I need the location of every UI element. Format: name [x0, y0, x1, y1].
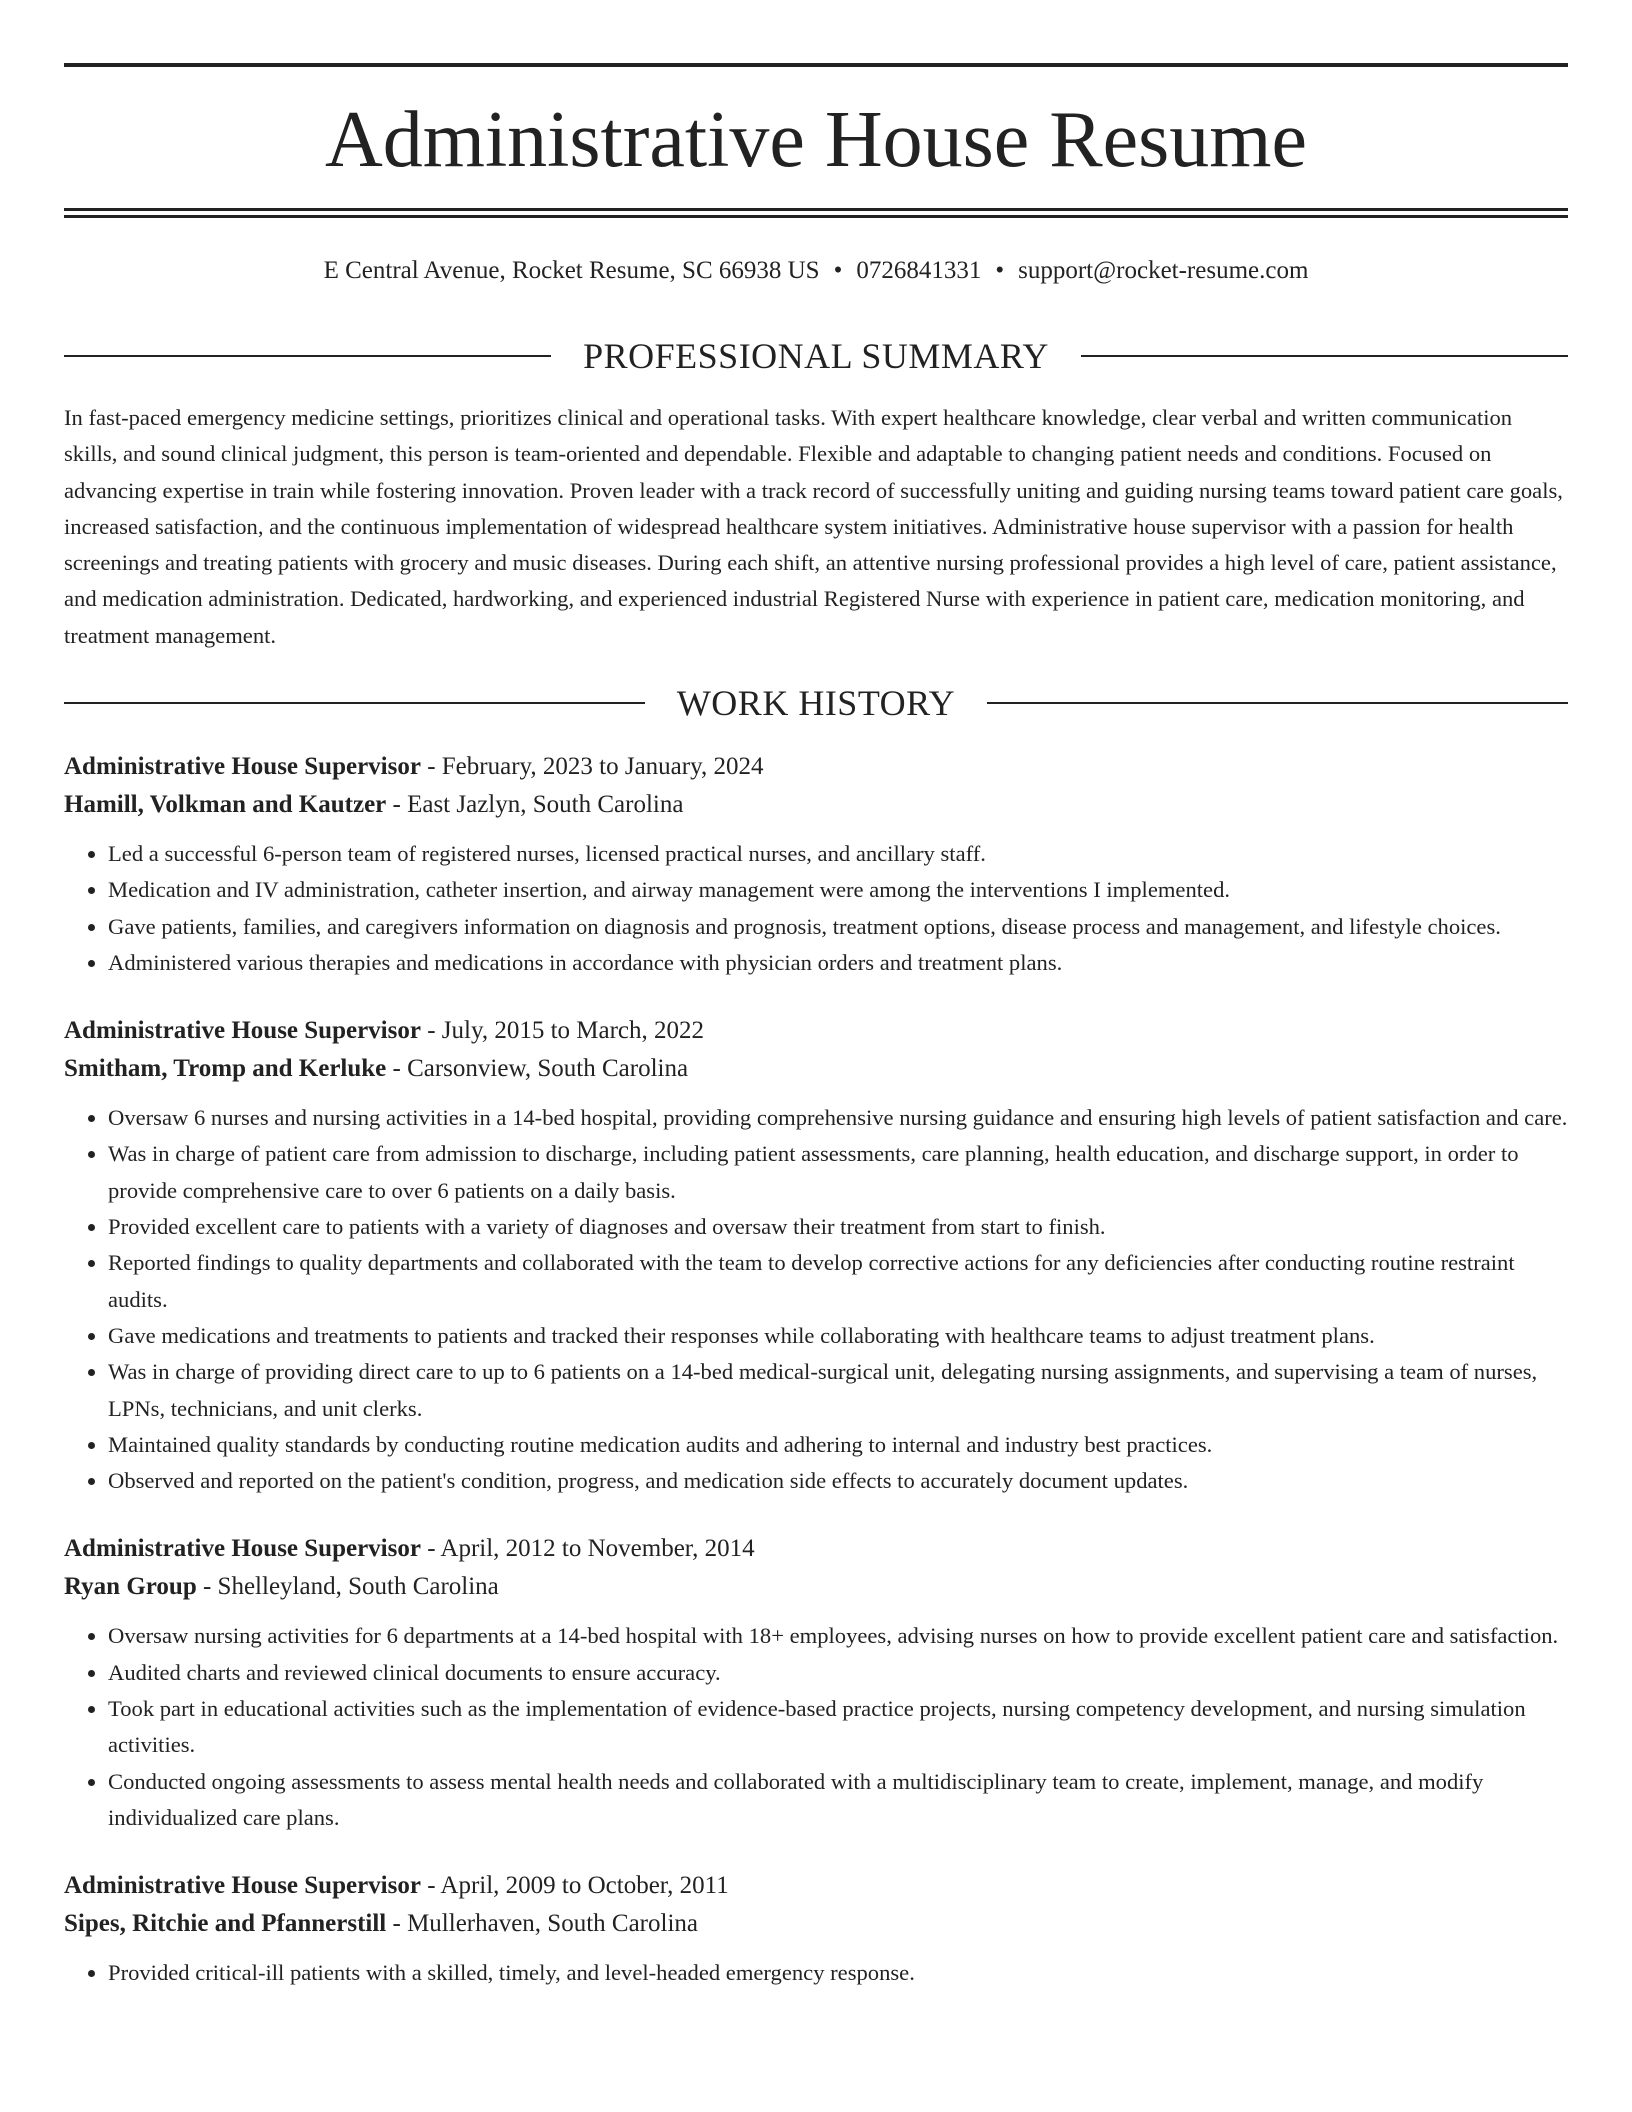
- job-location: - Carsonview, South Carolina: [386, 1055, 689, 1083]
- job-title: Administrative House Supervisor: [64, 1535, 421, 1563]
- heading-rule-left: [64, 355, 551, 357]
- job-entry: [64, 1012, 1568, 1499]
- job-title: Administrative House Supervisor: [64, 1872, 421, 1900]
- job-location: - East Jazlyn, South Carolina: [386, 791, 684, 818]
- job-entry: [64, 1530, 1568, 1836]
- job-bullet: • Conducted ongoing assessments to assess mental health needs and collaborated with a multidisciplinary team to create, implement, manage, and modify individualized care plans.: [108, 1764, 1568, 1837]
- job-location: - Shelleyland, South Carolina: [196, 1573, 499, 1601]
- job-bullet: • Administered various therapies and medications in accordance with physician orders and treatment plans.: [108, 945, 1568, 981]
- contact-separator: •: [995, 257, 1005, 284]
- job-company-line: [64, 786, 1568, 824]
- job-dates: - April, 2009 to October, 2011: [420, 1872, 729, 1900]
- job-company: Ryan Group: [64, 1573, 197, 1601]
- job-title-line: [64, 1012, 1568, 1050]
- job-dates: - February, 2023 to January, 2024: [420, 753, 764, 780]
- job-bullets: [64, 836, 1568, 981]
- heading-rule-right: [1081, 355, 1568, 357]
- summary-section-heading: [64, 334, 1568, 378]
- contact-phone: 0726841331: [856, 257, 982, 284]
- job-bullet: • Gave medications and treatments to patients and tracked their responses while collaborating with healthcare teams to adjust treatment plans.: [108, 1318, 1568, 1354]
- job-company-line: [64, 1050, 1568, 1088]
- job-bullet: • Provided excellent care to patients with a variety of diagnoses and oversaw their treatment from start to finish.: [108, 1209, 1568, 1245]
- work-section-heading: [64, 681, 1568, 725]
- job-title: Administrative House Supervisor: [64, 1017, 421, 1045]
- job-company: Hamill, Volkman and Kautzer: [64, 791, 387, 818]
- job-title-line: [64, 1867, 1568, 1905]
- job-bullet: • Was in charge of patient care from admission to discharge, including patient assessments, care planning, health education, and discharge support, in order to provide comprehensive care to over 6 patients on a daily basis.: [108, 1136, 1568, 1209]
- job-bullets: [64, 1618, 1568, 1836]
- job-bullet: • Audited charts and reviewed clinical documents to ensure accuracy.: [108, 1655, 1568, 1691]
- job-location: - Mullerhaven, South Carolina: [386, 1910, 698, 1938]
- resume-title: Administrative House Resume: [324, 96, 1308, 184]
- heading-rule-left: [64, 702, 645, 704]
- job-bullet: • Observed and reported on the patient's condition, progress, and medication side effects to accurately document updates.: [108, 1463, 1568, 1499]
- job-bullet: • Led a successful 6-person team of registered nurses, licensed practical nurses, and ancillary staff.: [108, 836, 1568, 872]
- job-bullets: [64, 1955, 1568, 1991]
- job-bullet: • Maintained quality standards by conducting routine medication audits and adhering to internal and industry best practices.: [108, 1427, 1568, 1463]
- work-history-list: [64, 748, 1568, 2023]
- heading-rule-right: [987, 702, 1568, 704]
- contact-line: [64, 255, 1568, 287]
- header-top-rule: [64, 63, 1568, 67]
- job-bullet: • Took part in educational activities such as the implementation of evidence-based practice projects, nursing competency development, and nursing simulation activities.: [108, 1691, 1568, 1764]
- work-heading-text: WORK HISTORY: [676, 683, 956, 723]
- contact-address: E Central Avenue, Rocket Resume, SC 66938 US: [323, 257, 820, 284]
- summary-heading-text: PROFESSIONAL SUMMARY: [583, 336, 1049, 376]
- job-title-line: [64, 748, 1568, 786]
- job-bullet: • Oversaw 6 nurses and nursing activities in a 14-bed hospital, providing comprehensive nursing guidance and ensuring high levels of patient satisfaction and care.: [108, 1100, 1568, 1136]
- job-bullet: • Gave patients, families, and caregivers information on diagnosis and prognosis, treatment options, disease process and management, and lifestyle choices.: [108, 909, 1568, 945]
- job-entry: [64, 748, 1568, 981]
- job-bullet: • Medication and IV administration, catheter insertion, and airway management were among the interventions I implemented.: [108, 872, 1568, 908]
- job-bullets: [64, 1100, 1568, 1499]
- job-dates: - July, 2015 to March, 2022: [420, 1017, 705, 1045]
- contact-separator: •: [833, 257, 843, 284]
- job-bullet: • Was in charge of providing direct care to up to 6 patients on a 14-bed medical-surgical unit, delegating nursing assignments, and supervising a team of nurses, LPNs, technicians, and unit clerks.: [108, 1354, 1568, 1427]
- job-entry: [64, 1867, 1568, 1991]
- job-title: Administrative House Supervisor: [64, 753, 421, 780]
- header-double-rule: [64, 208, 1568, 218]
- job-company-line: [64, 1905, 1568, 1943]
- job-bullet: • Provided critical-ill patients with a skilled, timely, and level-headed emergency response.: [108, 1955, 1568, 1991]
- professional-summary: In fast-paced emergency medicine settings, prioritizes clinical and operational tasks. With expert healthcare knowledge, clear verbal and written communication skills, and sound clinical judgment, this person is team-oriented and dependable. Flexible and adaptable to changing patient needs and conditions. Focused on advancing expertise in train while fostering innovation. Proven leader with a track record of successfully uniting and guiding nursing teams toward patient care goals, increased satisfaction, and the continuous implementation of widespread healthcare system initiatives. Administrative house supervisor with a passion for health screenings and treating patients with grocery and music diseases. During each shift, an attentive nursing professional provides a high level of care, patient assistance, and medication administration. Dedicated, hardworking, and experienced industrial Registered Nurse with experience in patient care, medication monitoring, and treatment management.: [64, 405, 1563, 648]
- job-bullet: • Oversaw nursing activities for 6 departments at a 14-bed hospital with 18+ employees, advising nurses on how to provide excellent patient care and satisfaction.: [108, 1618, 1568, 1654]
- job-company-line: [64, 1568, 1568, 1606]
- job-company: Smitham, Tromp and Kerluke: [64, 1055, 387, 1083]
- job-dates: - April, 2012 to November, 2014: [420, 1535, 755, 1563]
- contact-email: support@rocket-resume.com: [1018, 257, 1309, 284]
- job-company: Sipes, Ritchie and Pfannerstill: [64, 1910, 387, 1938]
- job-bullet: • Reported findings to quality departments and collaborated with the team to develop corrective actions for any deficiencies after conducting routine restraint audits.: [108, 1245, 1568, 1318]
- job-title-line: [64, 1530, 1568, 1568]
